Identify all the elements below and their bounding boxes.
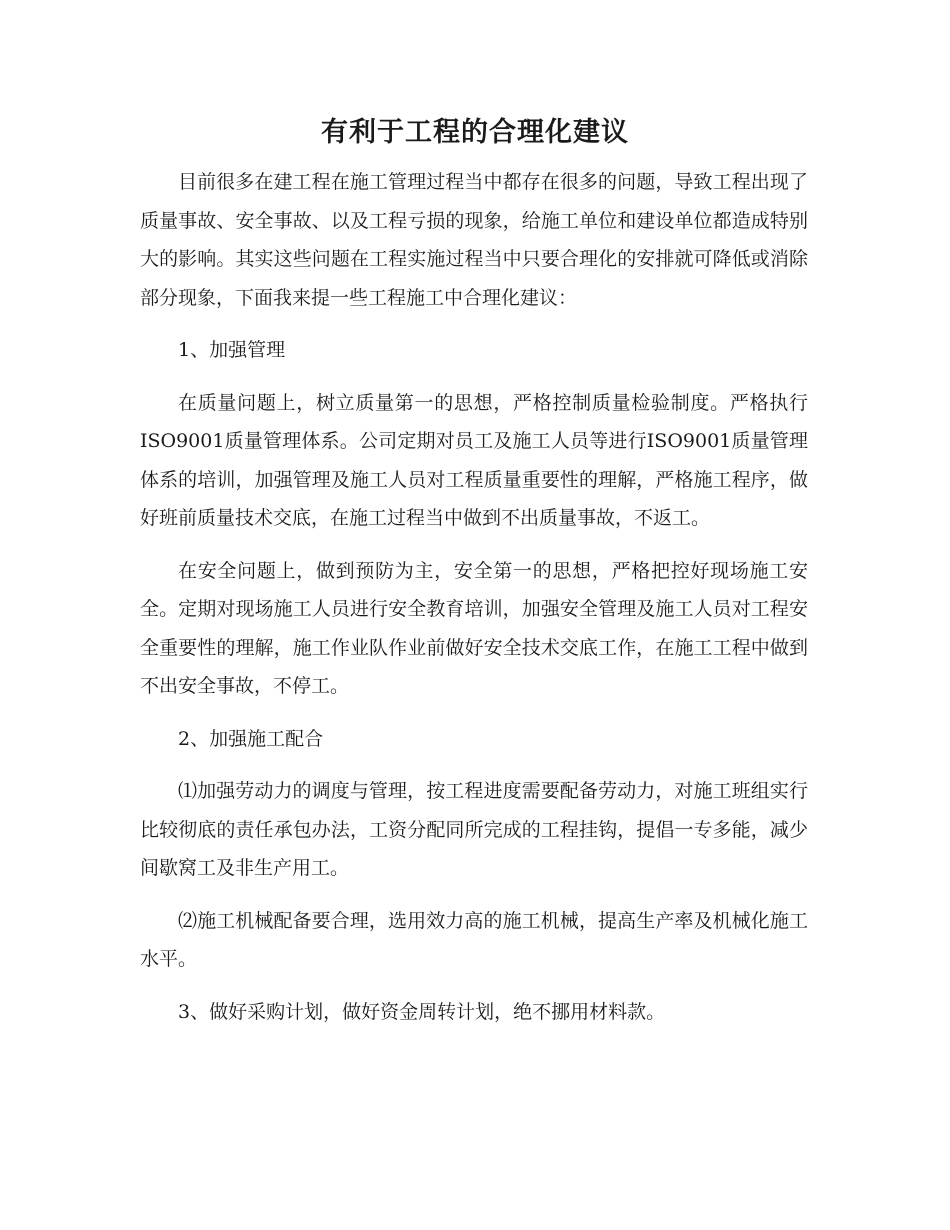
section-heading-2: 2、加强施工配合 [178, 727, 324, 750]
labor-paragraph: ⑴加强劳动力的调度与管理，按工程进度需要配备劳动力，对施工班组实行比较彻底的责任承包办法，工资分配同所完成的工程挂钩，提倡一专多能，减少间歇窝工及非生产用工。 [140, 780, 808, 879]
section-heading-3: 3、做好采购计划，做好资金周转计划，绝不挪用材料款。 [178, 1000, 666, 1023]
document-body [140, 163, 808, 1045]
quality-paragraph: 在质量问题上，树立质量第一的思想，严格控制质量检验制度。严格执行ISO9001质量管理体系。公司定期对员工及施工人员等进行ISO9001质量管理体系的培训，加强管理及施工人员对工程质量重要性的理解，严格施工程序，做好班前质量技术交底，在施工过程当中做到不出质量事故，不返工。 [140, 391, 808, 529]
machinery-paragraph: ⑵施工机械配备要合理，选用效力高的施工机械，提高生产率及机械化施工水平。 [140, 909, 808, 970]
section-heading-1: 1、加强管理 [178, 339, 286, 361]
intro-paragraph: 目前很多在建工程在施工管理过程当中都存在很多的问题，导致工程出现了质量事故、安全事故、以及工程亏损的现象，给施工单位和建设单位都造成特别大的影响。其实这些问题在工程实施过程当中只要合理化的安排就可降低或消除部分现象，下面我来提一些工程施工中合理化建议： [140, 171, 808, 309]
safety-paragraph: 在安全问题上，做到预防为主，安全第一的思想，严格把控好现场施工安全。定期对现场施工人员进行安全教育培训，加强安全管理及施工人员对工程安全重要性的理解，施工作业队作业前做好安全技术交底工作，在施工工程中做到不出安全事故，不停工。 [140, 559, 808, 697]
document-title: 有利于工程的合理化建议 [321, 117, 629, 148]
